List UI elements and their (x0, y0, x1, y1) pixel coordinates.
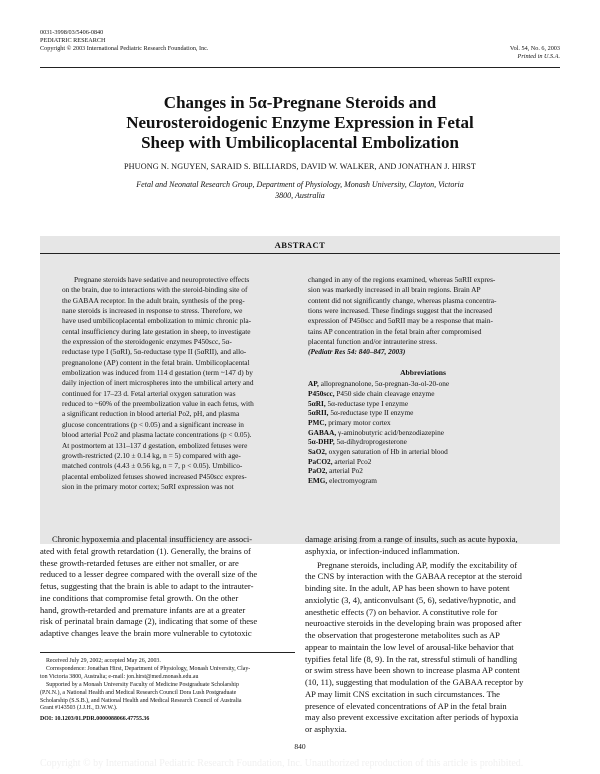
body-line: Chronic hypoxemia and placental insufficiency are associ- (52, 534, 253, 544)
abbreviations-heading: Abbreviations (400, 367, 446, 377)
abbreviations-list (308, 379, 538, 486)
abstract-line: content did not significantly change, whereas plasma concentra- (308, 295, 497, 305)
body-line: may also prevent excessive excitation after periods of hypoxia (305, 712, 519, 723)
abstract-line: tions were increased. These findings suggest that the increased (308, 306, 493, 316)
abstract-line: continued for 17–23 d. Fetal arterial oxygen saturation was (62, 388, 236, 398)
abstract-line: blood arterial Pco2 and plasma lactate concentrations (p < 0.05). (62, 430, 252, 440)
header-rule (40, 67, 560, 68)
abstract-line: sion was markedly increased in all brain regions. Brain AP (308, 285, 481, 295)
title-line-1: Changes in 5α-Pregnane Steroids and (163, 93, 437, 112)
abbreviation-item: PaO2, arterial Po2 (308, 466, 363, 476)
abstract-line: daily injection of inert microspheres into the umbilical artery and (62, 378, 254, 388)
abbreviation-item: SaO2, oxygen saturation of Hb in arterial blood (308, 447, 448, 457)
abstract-line: tains AP concentration in the fetal brain after compromised (308, 326, 482, 336)
abstract-line: on the brain, due to interactions with the steroid-binding site of (62, 285, 248, 295)
abstract-line: sion in the primary motor cortex; 5αRI expression was not (62, 481, 234, 491)
abstract-right-column (308, 275, 538, 486)
body-line: ated with fetal growth retardation (1). Generally, the brains of (40, 545, 251, 556)
abstract-line: reductase type I (5αRI), 5α-reductase type II (5αRII), and allo- (62, 347, 247, 357)
abstract-line: reduced to ~60% of the preembolization value in each fetus, with (62, 399, 254, 409)
abbreviation-item: AP, allopregnanolone, 5α-pregnan-3α-ol-20-one (308, 379, 450, 389)
correspondence-line: ton Victoria 3800, Australia; e-mail: jon.hirst@med.monash.edu.au (40, 673, 199, 680)
doi: DOI: 10.1203/01.PDR.0000088066.47755.36 (40, 716, 150, 723)
abstract-line: embolization was induced from 114 d gestation (term ~147 d) by (62, 368, 253, 378)
body-line: damage arising from a range of insults, such as acute hypoxia, (305, 534, 518, 544)
abbreviation-item: P450scc, P450 side chain cleavage enzyme (308, 388, 435, 398)
copyright-watermark: Copyright © by International Pediatric Research Foundation, Inc. Unauthorized reproduction of this article is prohibited. (40, 758, 524, 769)
affiliation (90, 180, 510, 201)
body-line: the observation that progesterone metabolites such as AP (305, 630, 500, 640)
title-line-2: Neurosteroidogenic Enzyme Expression in Fetal (126, 113, 474, 132)
affiliation-line-2: 3800, Australia (275, 190, 325, 200)
abbreviation-item: PMC, primary motor cortex (308, 417, 391, 427)
body-line: anxiolytic (3, 4), anticonvulsant (5, 6), sedative/hypnotic, and (305, 594, 516, 605)
body-line: Pregnane steroids, including AP, modify the excitability of (317, 559, 518, 570)
volume-info: Vol. 54, No. 6, 2003 (509, 45, 560, 52)
abstract-line: placental function and/or intrauterine stress. (308, 337, 438, 347)
abstract-line: placental embolized fetuses showed increased P450scc expres- (62, 471, 247, 481)
issn-code: 0031-3998/03/5406-0840 (40, 29, 104, 36)
printed-in: Printed in U.S.A. (517, 53, 560, 60)
abstract-line: cental insufficiency during late gestation in sheep, to investigate (62, 326, 251, 336)
body-line: adaptive changes leave the brain more vulnerable to cytotoxic (40, 628, 252, 638)
abstract-left-column (62, 275, 296, 492)
abstract-line: have used umbilicoplacental embolization to mimic chronic pla- (62, 316, 252, 326)
abbreviation-item: 5αRI, 5α-reductase type I enzyme (308, 398, 409, 408)
body-line: hand, growth-retarded and premature infants are at a greater (40, 604, 246, 615)
body-line: AP may limit CNS excitation in such circumstances. The (305, 688, 500, 699)
abstract-line: Pregnane steroids have sedative and neuroprotective effects (74, 275, 250, 284)
body-line: risk of perinatal brain damage (2), indicating that some of these (40, 616, 258, 627)
abstract-line: the GABAA receptor. In the adult brain, synthesis of the preg- (62, 295, 245, 305)
support-line: Scholarship (S.S.B.), and National Health and Medical Research Council of Australia (40, 697, 242, 704)
article-title (60, 93, 540, 153)
body-line: these growth-retarded fetuses are either not smaller, or are (40, 557, 239, 568)
body-line: appear to maintain the low level of arousal-like behavior that (305, 641, 514, 652)
abstract-line: growth-restricted (2.10 ± 0.14 kg, n = 5) compared with age- (62, 450, 241, 460)
abstract-line: the expression of the steroidogenic enzymes P450scc, 5α- (62, 337, 232, 347)
body-line: fetus, suggesting that the brain is able to adapt to the intrauter- (40, 581, 254, 591)
abstract-line: At postmortem at 131–137 d gestation, embolized fetuses were (62, 440, 248, 450)
body-line: neuroactive steroids in the developing brain was proposed after (305, 618, 522, 629)
running-header-left (40, 29, 208, 53)
abbreviation-item: 5α-DHP, 5α-dihydroprogesterone (308, 437, 407, 447)
body-line: reduced to a lesser degree compared with the overall size of the (40, 569, 258, 580)
abstract-line: expression of P450scc and 5αRII may be a response that main- (308, 316, 493, 326)
journal-name: PEDIATRIC RESEARCH (40, 37, 106, 44)
running-header-right (510, 45, 560, 61)
abbreviation-item: PaCO2, arterial Pco2 (308, 456, 372, 466)
body-left-column (40, 534, 295, 640)
abbreviation-item: EMG, electromyogram (308, 476, 377, 486)
body-line: (10, 11), suggesting that modulation of the GABAA receptor by (305, 677, 524, 687)
abstract-citation: (Pediatr Res 54: 840–847, 2003) (308, 347, 406, 357)
body-line: typifies fetal life (8, 9). In the rat, stressful stimuli of handling (305, 653, 518, 664)
abstract-heading: ABSTRACT (274, 240, 326, 250)
title-line-3: Sheep with Umbilicoplacental Embolization (141, 133, 459, 152)
support-line: Supported by a Monash University Faculty of Medicine Postgraduate Scholarship (46, 681, 239, 688)
author-list: PHUONG N. NGUYEN, SARAID S. BILLIARDS, DAVID W. WALKER, AND JONATHAN J. HIRST (124, 162, 476, 171)
received-date: Received July 29, 2002; accepted May 26, 2003. (46, 658, 161, 664)
body-line: binding site. In the adult, AP has been shown to have potent (305, 583, 510, 593)
body-right-column (305, 534, 560, 736)
body-line: the CNS by interaction with the GABAA receptor at the steroid (305, 571, 522, 582)
support-line: Grant #143503 (J.J.H., D.W.W.). (40, 705, 118, 712)
body-line: anesthetic effects (7) on behavior. A constitutive role for (305, 606, 498, 617)
abbreviation-item: GABAA, γ-aminobutyric acid/benzodiazepine (308, 427, 444, 437)
body-line: asphyxia, or infection-induced inflammation. (305, 545, 460, 556)
body-line: presence of elevated concentrations of AP in the fetal brain (305, 700, 507, 711)
copyright-line: Copyright © 2003 International Pediatric Research Foundation, Inc. (40, 45, 209, 52)
abstract-line: matched controls (4.43 ± 0.56 kg, n = 7, p < 0.05). Umbilico- (62, 461, 243, 471)
footnotes (40, 658, 295, 724)
abstract-heading-rule (40, 253, 560, 254)
abstract-line: glucose concentrations (p < 0.05) and a significant increase in (62, 419, 244, 429)
abbreviation-item: 5αRII, 5α-reductase type II enzyme (308, 408, 414, 418)
abstract-line: a significant reduction in blood arterial Po2, pH, and plasma (62, 409, 240, 419)
affiliation-line-1: Fetal and Neonatal Research Group, Department of Physiology, Monash University, Clayton, Victoria (136, 180, 464, 189)
abstract-line: pregnanolone (AP) content in the fetal brain. Umbilicoplacental (62, 357, 250, 367)
body-line: ine conditions that compromise fetal growth. On the other (40, 592, 239, 603)
correspondence-line: Correspondence: Jonathan Hirst, Department of Physiology, Monash University, Clay- (46, 665, 251, 672)
body-line: or swim stress have been shown to increase plasma AP content (305, 665, 520, 676)
support-line: (P.N.N.), a National Health and Medical Research Council Dora Lush Postgraduate (40, 689, 237, 696)
footnote-rule (40, 652, 295, 653)
body-line: or asphyxia. (305, 724, 347, 734)
abstract-line: changed in any of the regions examined, whereas 5αRII expres- (308, 275, 496, 284)
abstract-line: nane steroids is increased in response to stress. Therefore, we (62, 306, 243, 316)
page-number: 840 (294, 742, 306, 751)
